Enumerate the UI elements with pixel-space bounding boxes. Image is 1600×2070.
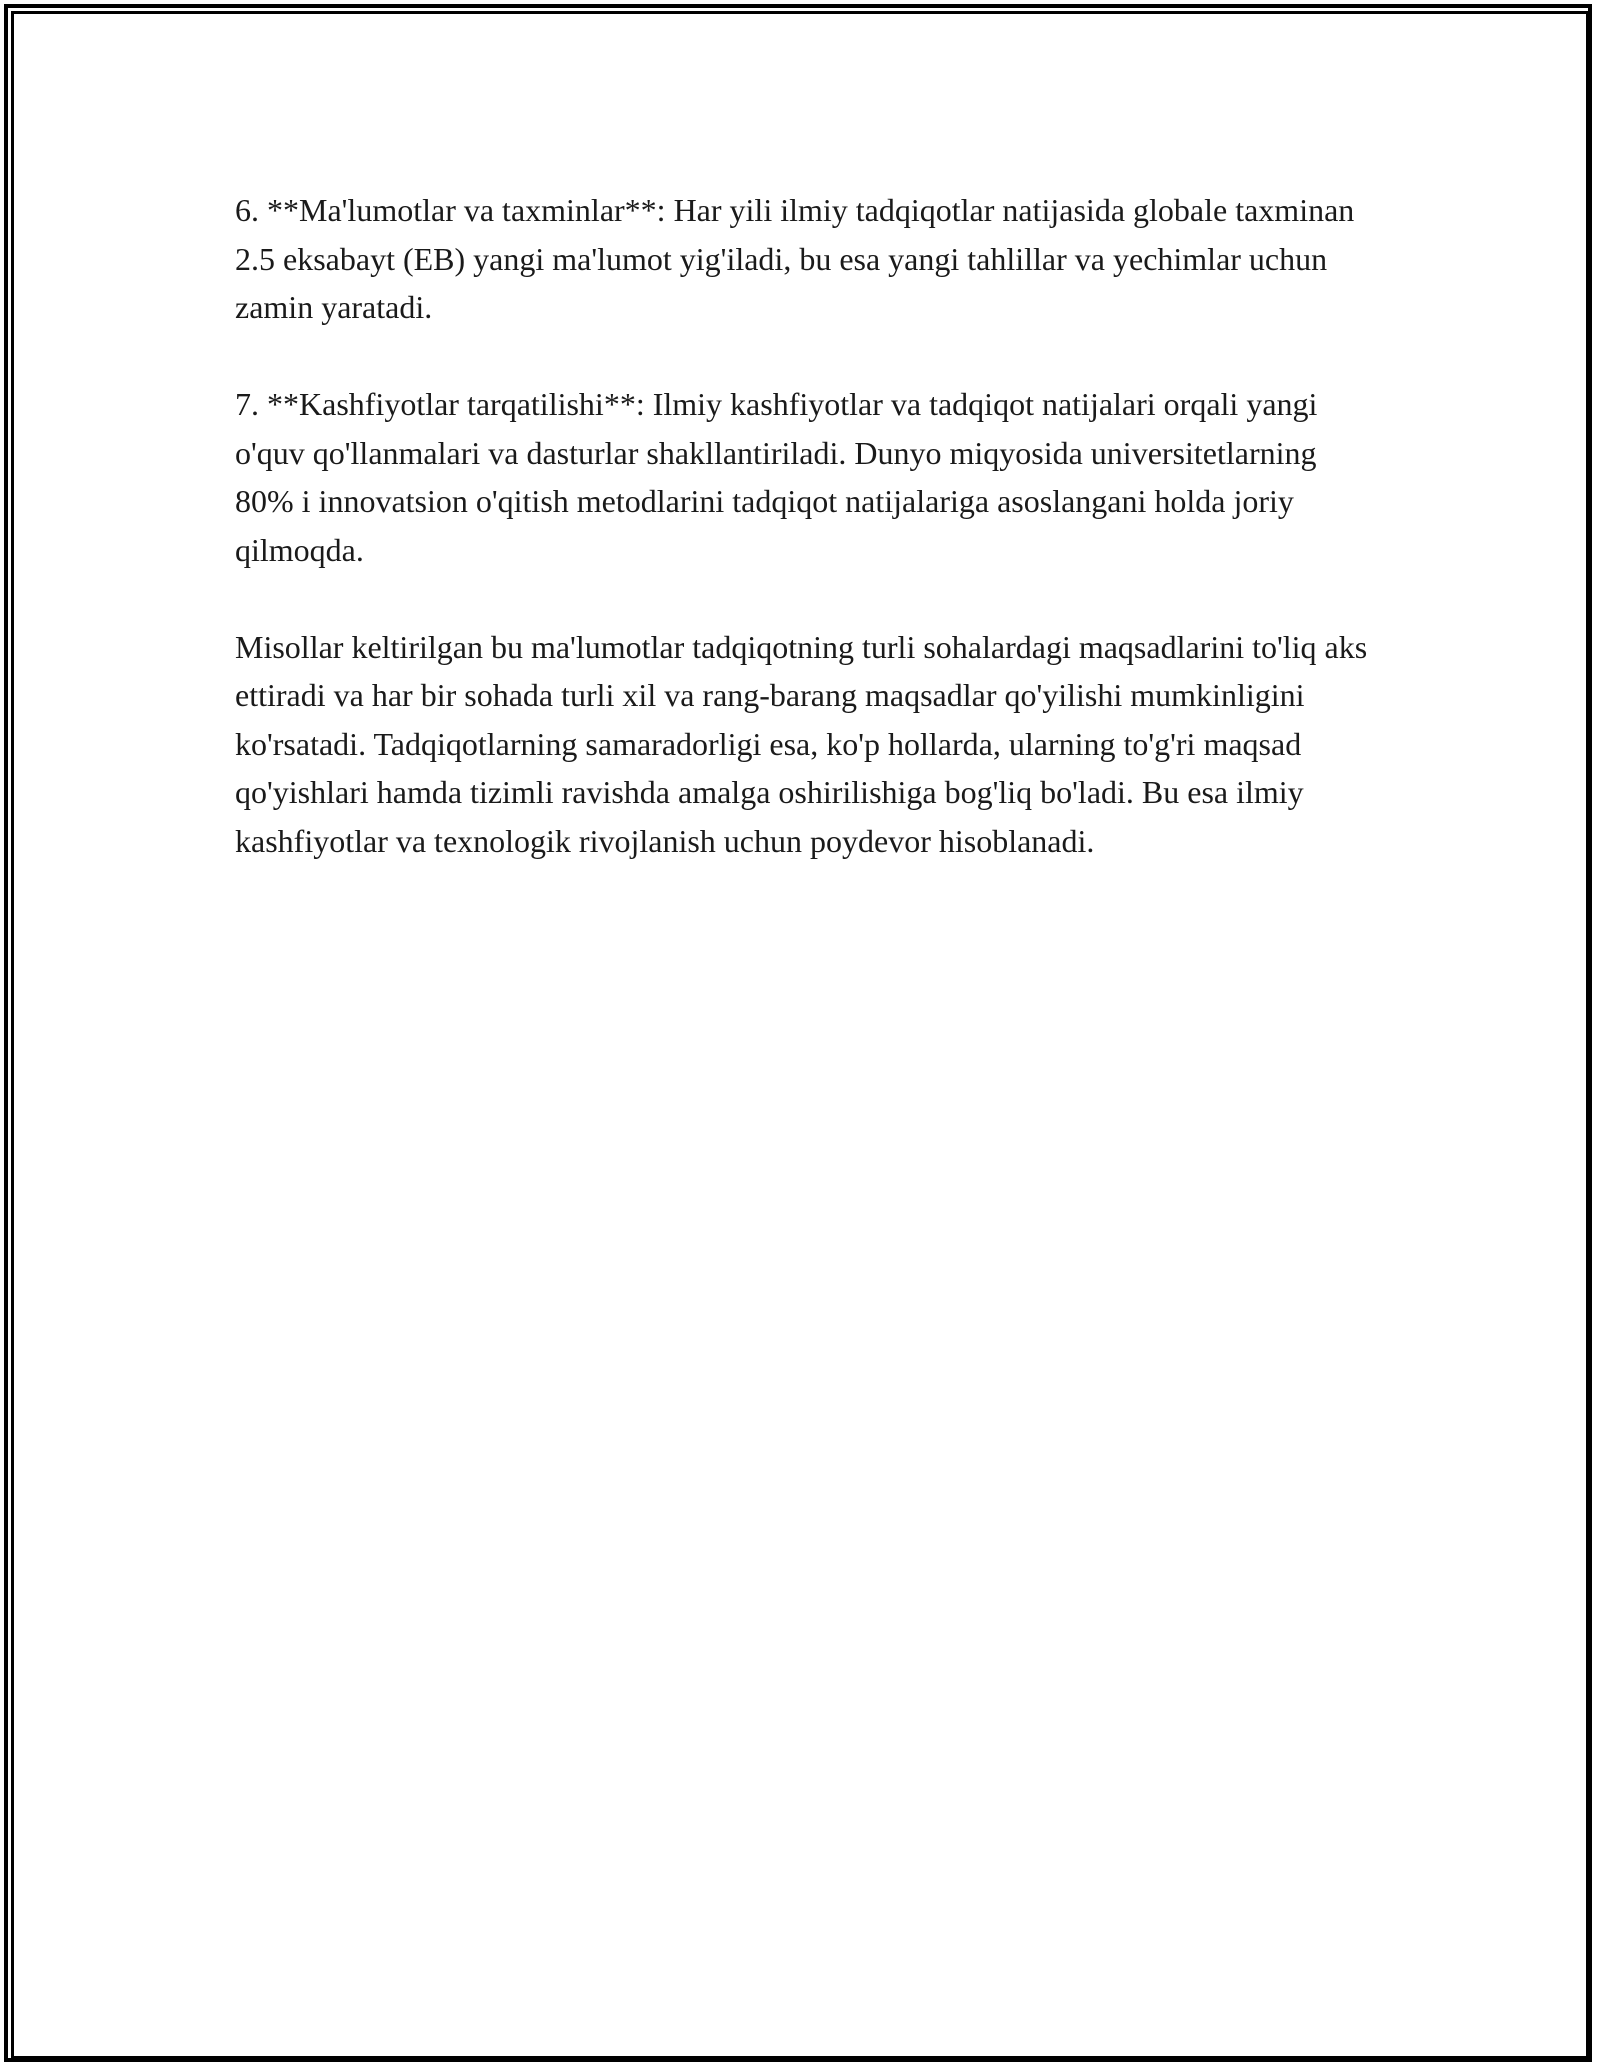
paragraph-item-7: 7. **Kashfiyotlar tarqatilishi**: Ilmiy kashfiyotlar va tadqiqot natijalari orqali yangi o'quv qo'llanmalari va dasturlar shakllantiriladi. Dunyo miqyosida universitetlarning 80% i innovatsion o'qitish metodlarini tadqiqot natijalariga asoslangani holda joriy qilmoqda. xyxy=(235,386,1318,568)
paragraph-item-6: 6. **Ma'lumotlar va taxminlar**: Har yili ilmiy tadqiqotlar natijasida globale taxminan 2.5 eksabayt (EB) yangi ma'lumot yig'iladi, bu esa yangi tahlillar va yechimlar uchun zamin yaratadi. xyxy=(235,192,1355,325)
paragraph-conclusion: Misollar keltirilgan bu ma'lumotlar tadqiqotning turli sohalardagi maqsadlarini to'liq aks ettiradi va har bir sohada turli xil va rang-barang maqsadlar qo'yilishi mumkinligini ko'rsatadi. Tadqiqotlarning samaradorligi esa, ko'p hollarda, ularning to'g'ri maqsad qo'yishlari hamda tizimli ravishda amalga oshirilishiga bog'liq bo'ladi. Bu esa ilmiy kashfiyotlar va texnologik rivojlanish uchun poydevor hisoblanadi. xyxy=(235,628,1368,859)
document-body xyxy=(235,186,1375,914)
